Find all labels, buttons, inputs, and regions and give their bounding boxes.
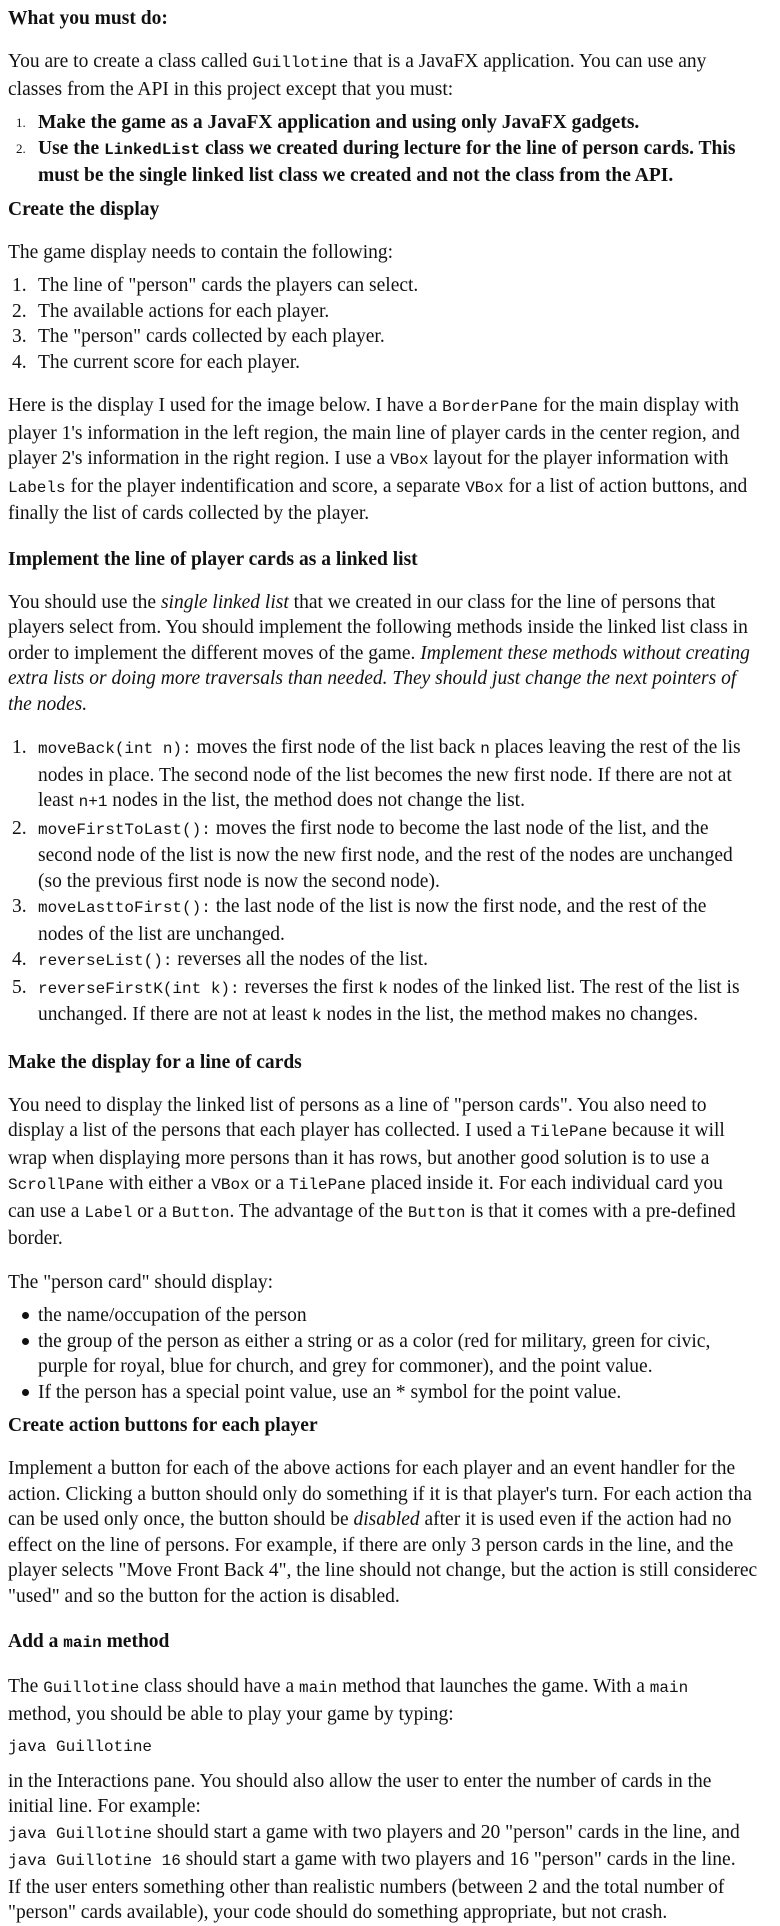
main-paragraph: The Guillotine class should have a main method that launches the game. With a main method, you should be able to play your game by typing: [8,1676,689,1725]
list-item: 2. The available actions for each player. [12,300,330,322]
bullet-icon [22,1389,29,1396]
linked-paragraph: You should use the single linked list that we created in our class for the line of persons that players select from. You should implement the following methods inside the linked list class in order to implement the different moves of the game. Implement these methods without creating extra lists or doing more traversals than needed. They should just change the next pointers of the nodes. [8,591,750,715]
cards-paragraph: You need to display the linked list of persons as a line of "person cards". You also need to display a list of the persons that each player has collected. I used a TilePane because it will wrap when displaying more persons than it has rows, but another good solution is to use a ScrollPane with either a VBox or a TilePane placed inside it. For each individual card you can use a Label or a Button. The advantage of the Button is that it comes with a pre-defined border. [8,1094,736,1249]
bullet-icon [22,1312,29,1319]
list-item: 4. The current score for each player. [12,351,301,373]
list-item: 1. The line of "person" cards the players can select. [12,275,419,296]
list-item: 1. Make the game as a JavaFX application and using only JavaFX gadgets. [16,112,640,133]
heading-action-buttons: Create action buttons for each player [8,1415,318,1436]
must-do-list [8,110,772,189]
list-item: the name/occupation of the person [8,1303,772,1329]
interactions-paragraph: in the Interactions pane. You should also allow the user to enter the number of cards in the initial line. For example: java Guillotine should start a game with two players and 20 "person" cards in the line, and java Guillotine 16 should start a game with two players and 16 "person" cards in the line. If the user enters something other than realistic numbers (between 2 and the total number of "person" cards available), your code should do something appropriate, but not crash. [8,1770,740,1923]
list-item: 1. moveBack(int n): moves the first node of the list back n places leaving the rest of the lis nodes in place. The second node of the list becomes the new first node. If there are not at least n+1 nodes in the list, the method does not change the list. [12,737,741,811]
display-list [8,273,772,375]
list-item: the group of the person as either a string or as a color (red for military, green for civic, purple for royal, blue for church, and grey for commoner), and the point value. [8,1329,772,1380]
methods-list [8,735,772,1030]
list-item: 2. moveFirstToLast(): moves the first node to become the last node of the list, and the second node of the list is now the new first node, and the rest of the nodes are unchanged (so the previous first node is now the second node). [12,817,733,892]
bullet-icon [22,1338,29,1345]
list-item: 3. moveLasttoFirst(): the last node of the list is now the first node, and the rest of the nodes of the list are unchanged. [12,896,707,945]
actions-paragraph: Implement a button for each of the above actions for each player and an event handler for the action. Clicking a button should only do something if it is that player's turn. For each action tha can be used only once, the button should be disabled after it is used even if the action had no effect on the line of persons. For example, if there are only 3 person cards in the line, and the player selects "Move Front Back 4", the line should not change, but the action is still considerec "used" and so the button for the action is disabled. [8,1458,758,1607]
card-bullets [8,1303,772,1405]
heading-line-of-cards: Make the display for a line of cards [8,1051,302,1073]
command-example: java Guillotine [8,1738,153,1756]
display-paragraph: Here is the display I used for the image below. I have a BorderPane for the main display with player 1's information in the left region, the main line of player cards in the center region, and player 2's information in the right region. I use a VBox layout for the player information with Labels for the player indentification and score, a separate VBox for a list of action buttons, and finally the list of cards collected by the player. [8,395,748,524]
heading-create-display: Create the display [8,198,160,220]
heading-what-you-must-do: What you must do: [8,8,168,29]
list-item: 5. reverseFirstK(int k): reverses the first k nodes of the linked list. The rest of the list is unchanged. If there are not at least k nodes in the list, the method makes no changes. [12,976,740,1025]
list-item: 2. Use the LinkedList class we created during lecture for the line of person cards. This must be the single linked list class we created and not the class from the API. [16,137,736,186]
heading-linked-list: Implement the line of player cards as a linked list [8,548,418,570]
card-intro: The "person card" should display: [8,1271,274,1293]
heading-main-method: Add a main method [8,1631,170,1652]
display-intro: The game display needs to contain the following: [8,241,394,263]
list-item: 3. The "person" cards collected by each player. [12,326,385,347]
list-item: 4. reverseList(): reverses all the nodes of the list. [12,949,429,970]
list-item: If the person has a special point value, use an * symbol for the point value. [8,1380,772,1406]
must-do-intro: You are to create a class called Guillotine that is a JavaFX application. You can use any classes from the API in this project except that you must: [8,51,707,100]
